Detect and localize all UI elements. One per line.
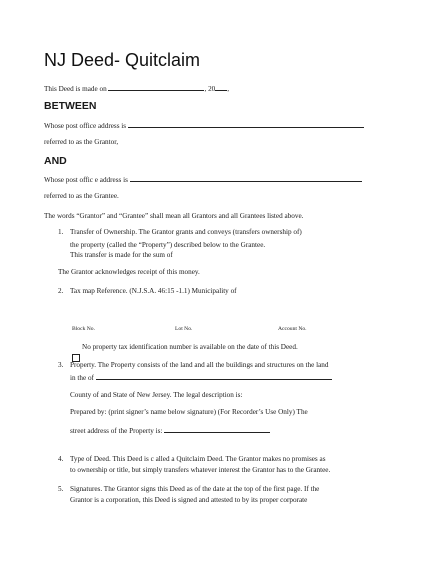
item-3-number: 3. <box>58 361 64 369</box>
grantor-address-line <box>44 120 364 131</box>
item-4-line-1 <box>58 455 326 464</box>
item-3-line-2 <box>70 372 332 383</box>
item-4-number: 4. <box>58 455 64 463</box>
grantee-address-line <box>44 174 362 185</box>
between-heading: BETWEEN <box>44 100 97 112</box>
item-3-line-1 <box>58 361 329 370</box>
grantor-address-blank[interactable] <box>128 120 364 128</box>
municipality-blank[interactable] <box>96 372 332 380</box>
street-address-line <box>70 425 270 436</box>
item-5-line-1 <box>58 485 319 494</box>
county-line: County of and State of New Jersey. The legal description is: <box>70 391 243 399</box>
street-address-label: street address of the Property is: <box>70 427 163 435</box>
made-on-mid: , 20 <box>204 85 216 93</box>
and-heading: AND <box>44 155 67 167</box>
made-on-line <box>44 83 229 94</box>
acknowledge: The Grantor acknowledges receipt of this money. <box>58 268 200 276</box>
item-2-number: 2. <box>58 287 64 295</box>
grantee-ref: referred to as the Grantee. <box>44 192 119 200</box>
block-no-label: Block No. <box>72 326 95 332</box>
item-1-number: 1. <box>58 228 64 236</box>
item-5-line-2: Grantor is a corporation, this Deed is signed and attested to by its proper corporate <box>70 496 308 504</box>
grantor-ref: referred to as the Grantor, <box>44 138 119 146</box>
no-tax-id-text: No property tax identification number is available on the date of this Deed. <box>82 343 298 351</box>
item-4-line-2: to ownership or title, but simply transfers whatever interest the Grantor has to the Grantee. <box>70 466 331 474</box>
item-1-line-2: the property (called the “Property”) described below to the Grantee. <box>70 241 266 249</box>
lot-no-label: Lot No. <box>175 326 193 332</box>
item-4-text-1: Type of Deed. This Deed is c alled a Quitclaim Deed. The Grantor makes no promises as <box>70 455 326 463</box>
grantee-address-blank[interactable] <box>130 174 362 182</box>
item-1-line-3: This transfer is made for the sum of <box>70 251 173 259</box>
item-1-line-1 <box>58 228 302 237</box>
item-2-text-1: Tax map Reference. (N.J.S.A. 46:15 -1.1) Municipality of <box>70 287 237 295</box>
item-2-line-1 <box>58 287 237 296</box>
prepared-by-line: Prepared by: (print signer’s name below signature) (For Recorder’s Use Only) The <box>70 408 308 416</box>
grantee-address-label: Whose post offic e address is <box>44 176 128 184</box>
made-on-suffix: , <box>227 85 230 93</box>
date-blank[interactable] <box>108 83 204 91</box>
item-1-text-1: Transfer of Ownership. The Grantor grants and conveys (transfers ownership of) <box>70 228 302 236</box>
year-blank[interactable] <box>215 83 230 93</box>
grantor-address-label: Whose post office address is <box>44 122 127 130</box>
page-title: NJ Deed- Quitclaim <box>44 50 201 70</box>
account-no-label: Account No. <box>278 326 307 332</box>
item-5-text-1: Signatures. The Grantor signs this Deed as of the date at the top of the first page. If the <box>70 485 320 493</box>
item-3-text-1: Property. The Property consists of the land and all the buildings and structures on the land <box>70 361 329 369</box>
made-on-prefix: This Deed is made on <box>44 85 107 93</box>
street-address-blank[interactable] <box>164 425 270 433</box>
definitions: The words “Grantor” and “Grantee” shall mean all Grantors and all Grantees listed above. <box>44 212 304 220</box>
item-5-number: 5. <box>58 485 64 493</box>
item-3-text-2: in the of <box>70 374 94 382</box>
